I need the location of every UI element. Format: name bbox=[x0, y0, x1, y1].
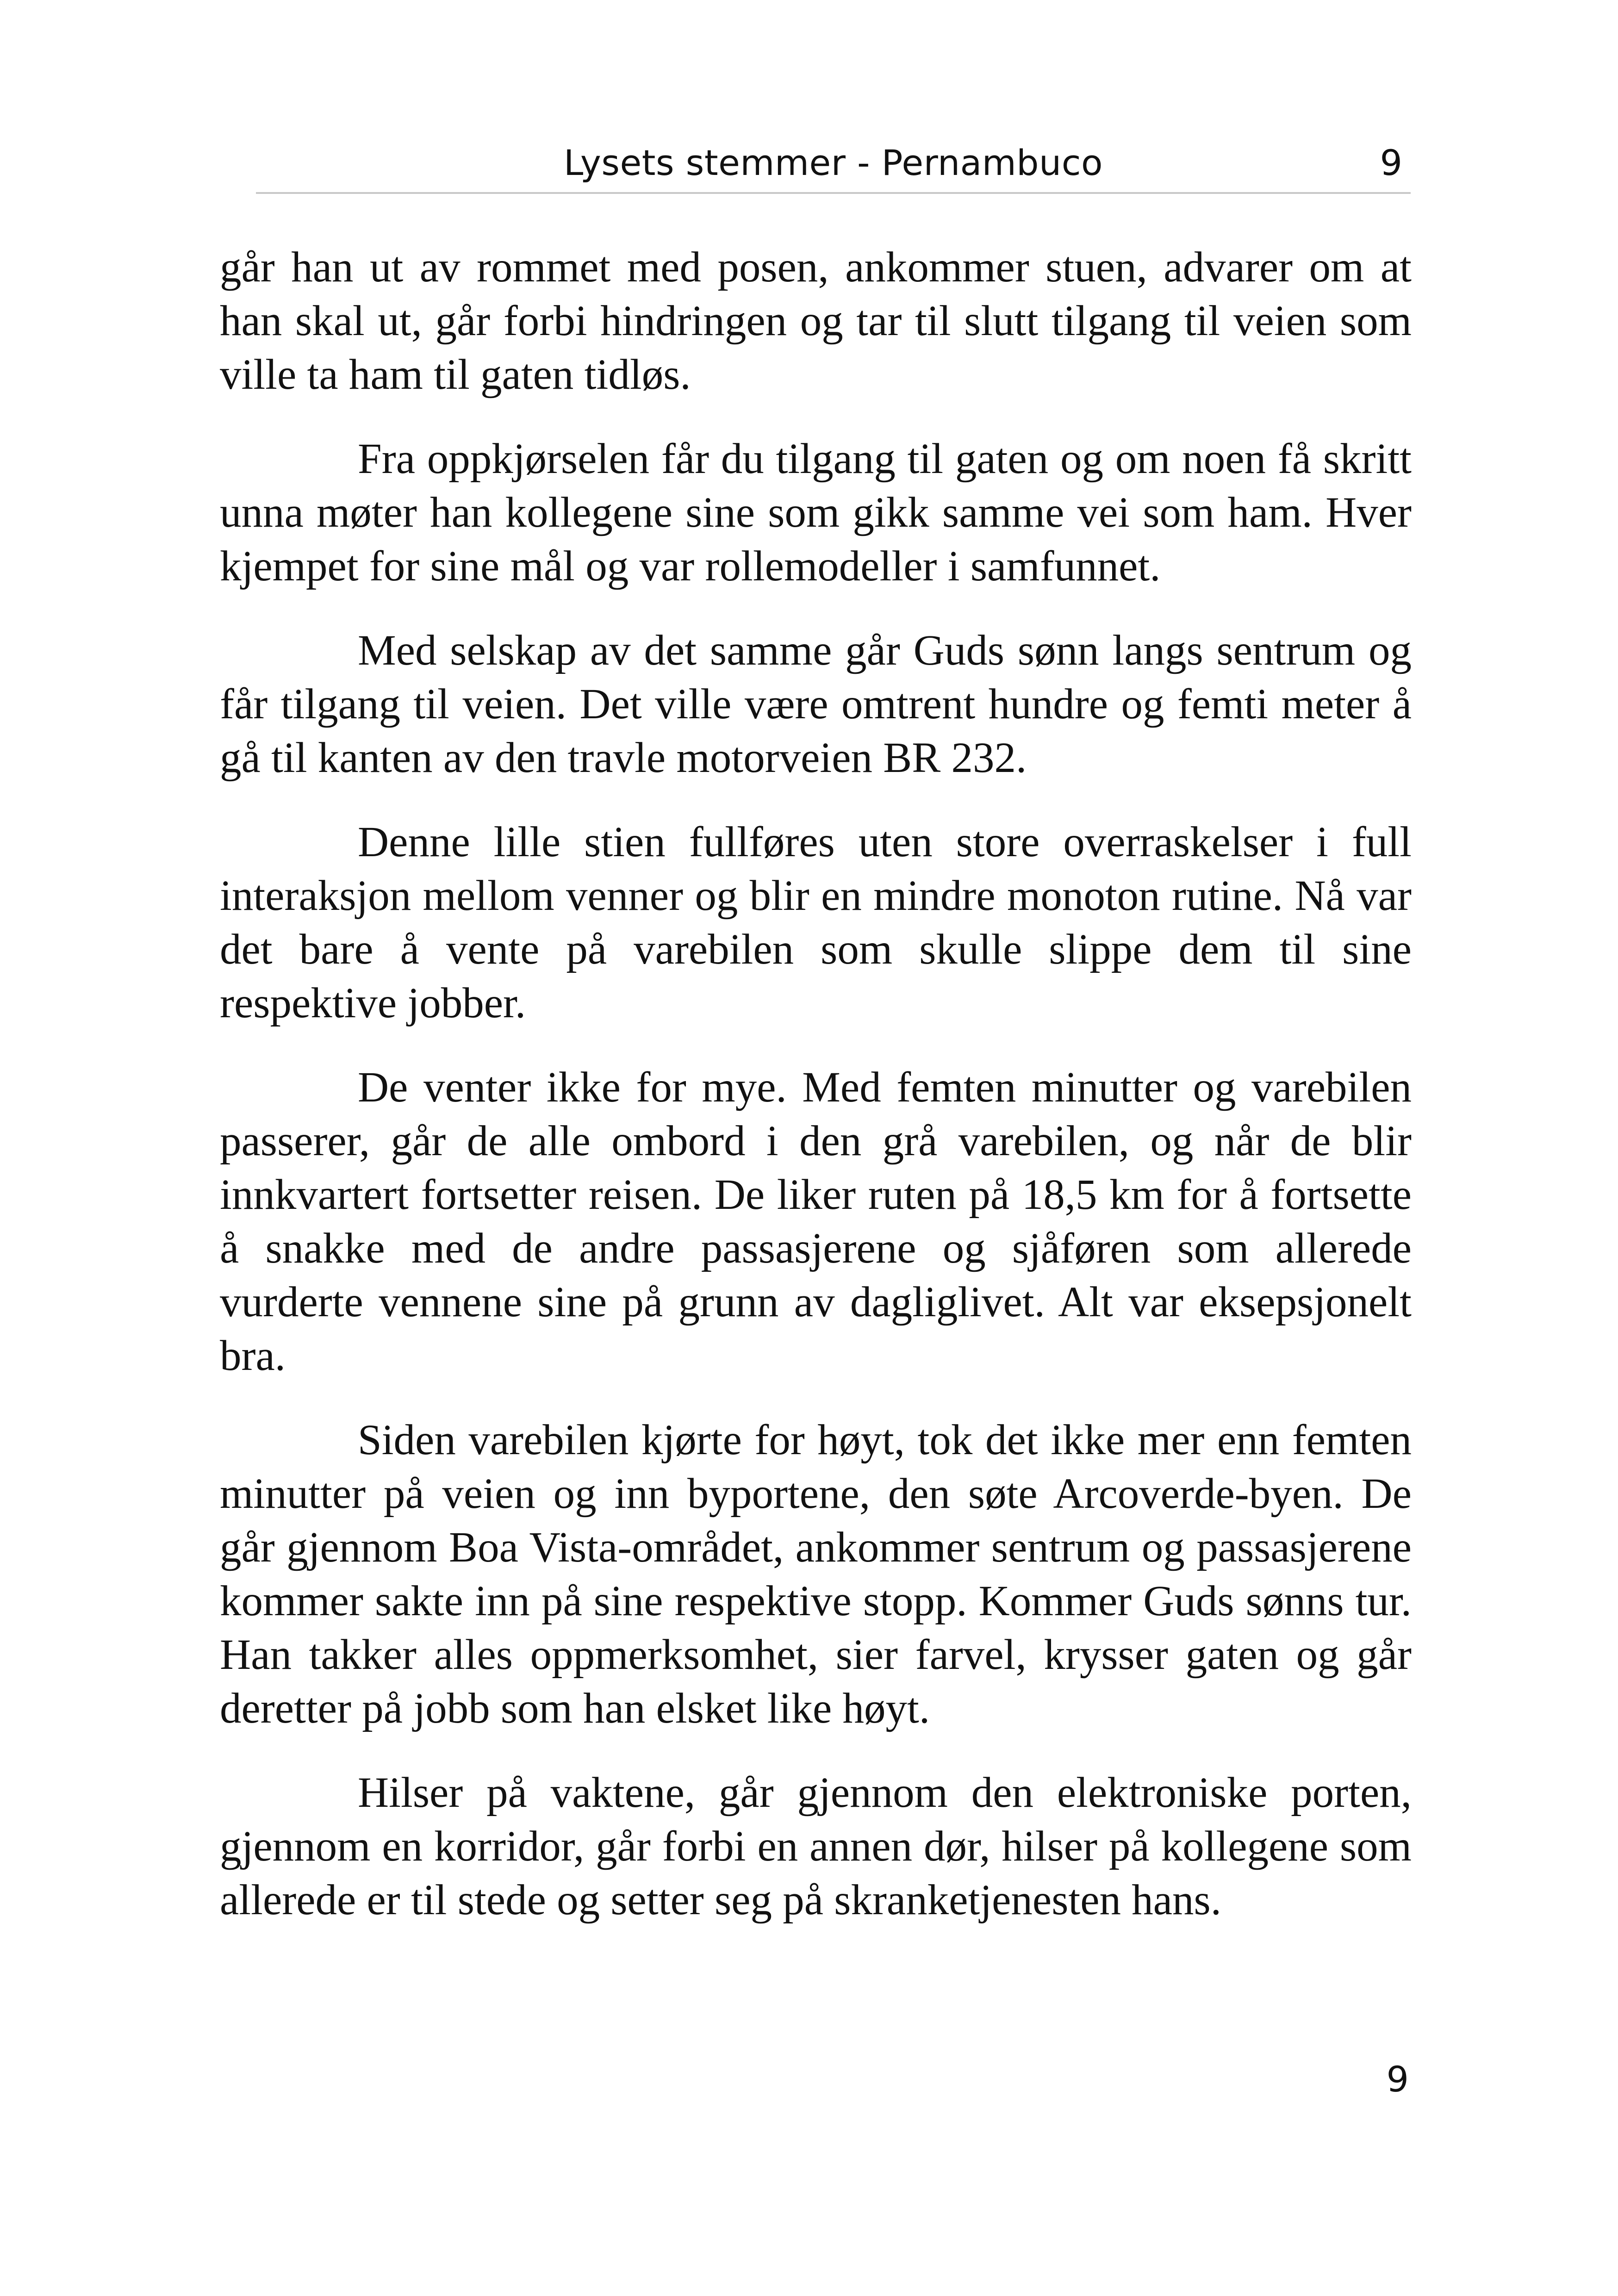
running-header-page-number: 9 bbox=[1380, 142, 1402, 183]
paragraph: Fra oppkjørselen får du tilgang til gaten og om noen få skritt unna møter han kollegene sine som gikk samme vei som ham. Hver kjempet for sine mål og var rollemodeller i samfunnet. bbox=[220, 435, 1412, 590]
paragraph: Denne lille stien fullføres uten store overraskelser i full interaksjon mellom venner og blir en mindre monoton rutine. Nå var det bare å vente på varebilen som skulle slippe dem til sine respektive jobber. bbox=[220, 818, 1412, 1027]
body-text bbox=[220, 241, 1412, 1958]
paragraph: Med selskap av det samme går Guds sønn langs sentrum og får tilgang til veien. Det ville være omtrent hundre og femti meter å gå til kanten av den travle motorveien BR 232. bbox=[220, 627, 1412, 782]
paragraph: De venter ikke for mye. Med femten minutter og varebilen passerer, går de alle ombord i den grå varebilen, og når de blir innkvartert fortsetter reisen. De liker ruten på 18,5 km for å fortsette å snakke med de andre passasjerene og sjåføren som allerede vurderte vennene sine på grunn av dagliglivet. Alt var eksepsjonelt bra. bbox=[220, 1064, 1412, 1380]
paragraph: Hilser på vaktene, går gjennom den elektroniske porten, gjennom en korridor, går forbi en annen dør, hilser på kollegene som allerede er til stede og setter seg på skranketjenesten hans. bbox=[220, 1769, 1412, 1924]
footer-page-number: 9 bbox=[1386, 2059, 1409, 2100]
running-header bbox=[256, 132, 1411, 194]
paragraph: Siden varebilen kjørte for høyt, tok det ikke mer enn femten minutter på veien og inn byportene, den søte Arcoverde-byen. De går gjennom Boa Vista-området, ankommer sentrum og passasjerene kommer sakte inn på sine respektive stopp. Kommer Guds sønns tur. Han takker alles oppmerksomhet, sier farvel, krysser gaten og går deretter på jobb som han elsket like høyt. bbox=[220, 1416, 1412, 1732]
running-header-title: Lysets stemmer - Pernambuco bbox=[564, 142, 1103, 183]
paragraph: går han ut av rommet med posen, ankommer stuen, advarer om at han skal ut, går forbi hindringen og tar til slutt tilgang til veien som ville ta ham til gaten tidløs. bbox=[220, 243, 1412, 398]
